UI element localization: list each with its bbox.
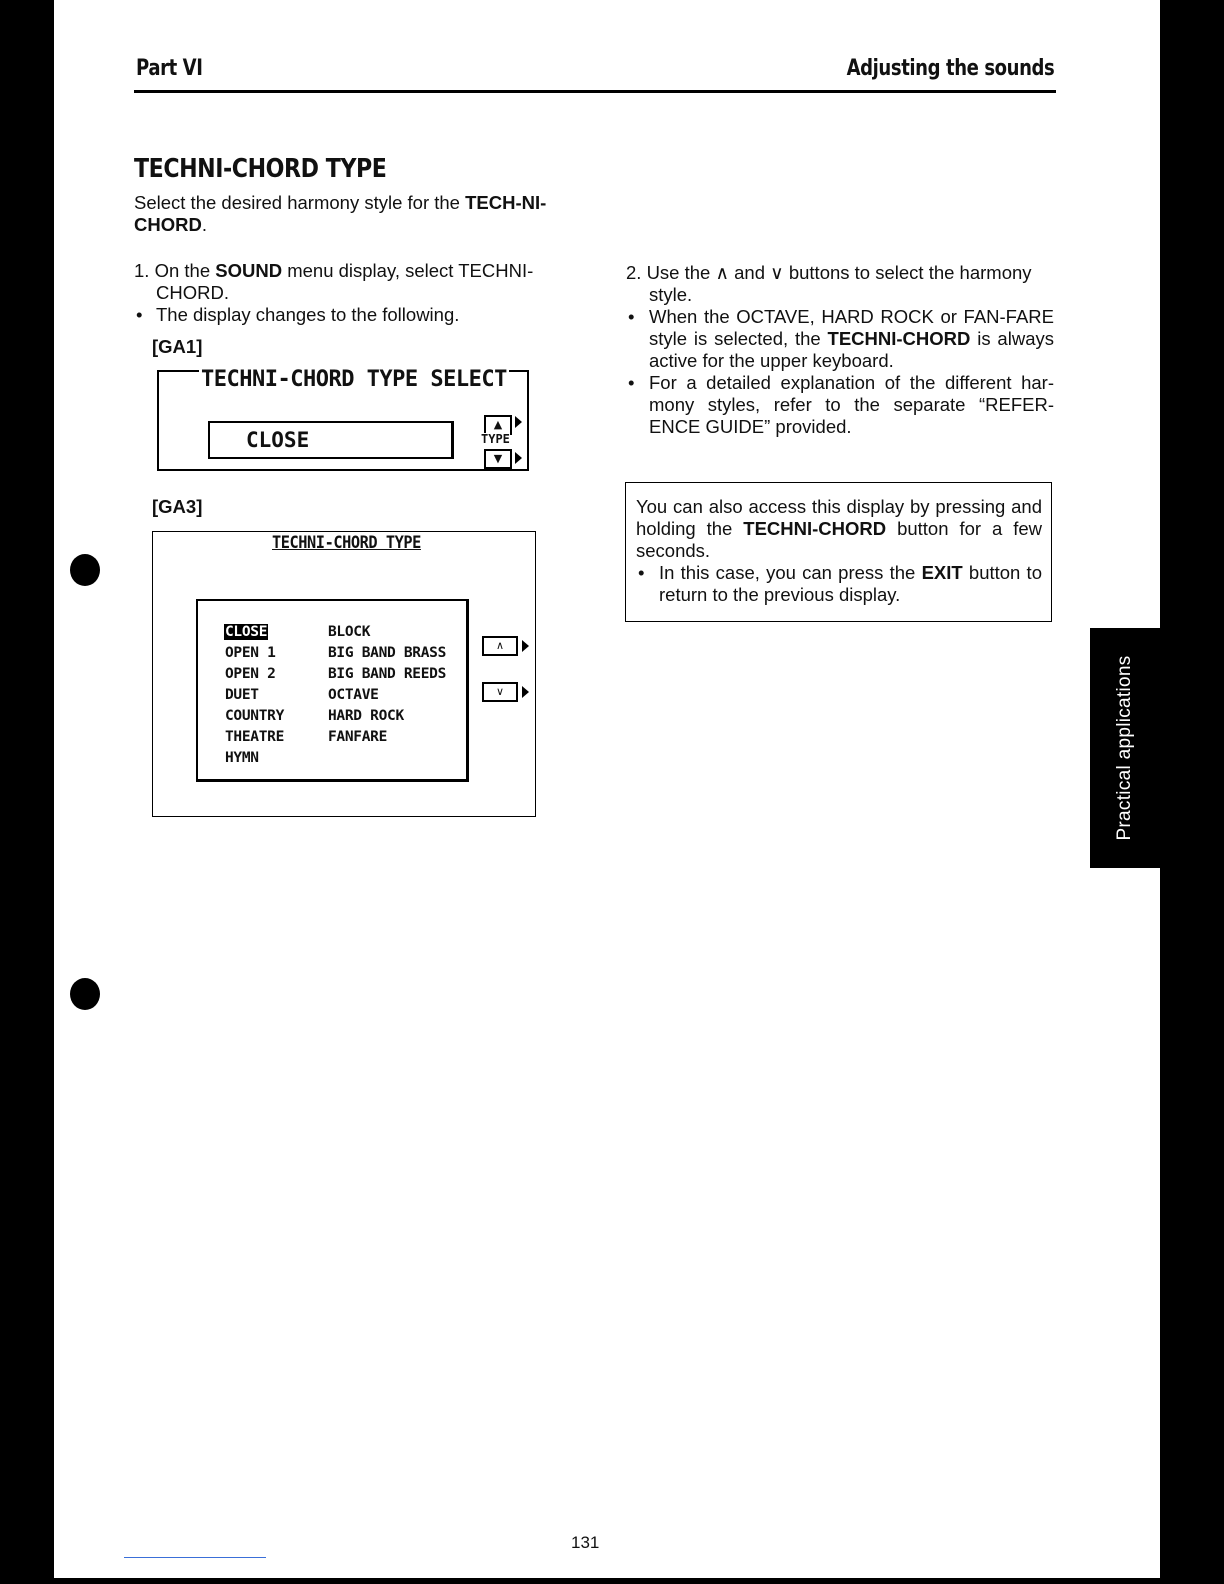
step-2 <box>626 262 1054 438</box>
section-title: TECHNI-CHORD TYPE <box>134 154 387 184</box>
ga3-option: BIG BAND BRASS <box>328 645 447 661</box>
page-number: 131 <box>571 1533 600 1552</box>
note-bold: TECHNI-CHORD <box>743 518 887 539</box>
binder-hole <box>70 554 100 586</box>
ga1-down-arrow-icon <box>515 452 522 464</box>
ga3-display-title: TECHNI-CHORD TYPE <box>272 533 421 553</box>
step-1-prefix: 1. On the <box>134 260 216 281</box>
bullet-2-text: For a detailed explanation of the different har-mony styles, refer to the separate “REFER-ENCE GUIDE” provided. <box>649 372 1054 437</box>
ga3-option: OCTAVE <box>328 687 379 703</box>
header-chapter-title: Adjusting the sounds <box>846 56 1054 81</box>
note-bullet-bold: EXIT <box>921 562 963 583</box>
bullet-1-text: When the OCTAVE, HARD ROCK or FAN-FARE style is selected, the <box>649 306 1054 349</box>
note-pre: You can also access this display by pressing and holding the <box>636 496 1042 539</box>
ga3-option: FANFARE <box>328 729 388 745</box>
ga1-label: [GA1] <box>152 336 203 357</box>
ga1-display-title: TECHNI-CHORD TYPE SELECT <box>201 367 507 392</box>
bullet-dot: • <box>638 562 645 583</box>
note-bullet <box>636 562 1042 606</box>
step-1 <box>134 260 574 326</box>
ga3-down-arrow-icon <box>522 686 529 698</box>
ga3-option: BIG BAND REEDS <box>328 666 447 682</box>
ga1-value-field <box>208 421 454 459</box>
step-2-cont: style. <box>649 284 693 305</box>
header-rule <box>134 90 1056 93</box>
ga1-down-button: ▼ <box>484 449 512 469</box>
bullet-dot: • <box>628 372 635 393</box>
ga1-value: CLOSE <box>246 428 310 452</box>
intro-text: Select the desired harmony style for the <box>134 192 466 213</box>
scan-artifact-line <box>124 1557 266 1558</box>
step-1-bullet-text: The display changes to the following. <box>156 304 460 325</box>
ga3-up-arrow-icon <box>522 640 529 652</box>
step-1-suffix: menu display, select TECHNI- <box>282 260 534 281</box>
step-2-bullet-2 <box>626 372 1054 438</box>
note-post: button for a few seconds. <box>636 518 1042 561</box>
ga3-option: DUET <box>225 687 259 703</box>
ga3-down-button: ∨ <box>482 682 518 702</box>
binder-hole <box>70 978 100 1010</box>
bullet-1-end: is always active for the upper keyboard. <box>649 328 1054 371</box>
step-1-line <box>134 260 574 282</box>
step-1-bullet <box>134 304 574 326</box>
step-1-bold: SOUND <box>215 260 283 281</box>
note-bullet-post: button to return to the previous display. <box>659 562 1042 605</box>
ga3-label: [GA3] <box>152 496 203 517</box>
ga3-option: OPEN 1 <box>225 645 276 661</box>
side-tab <box>1090 628 1160 868</box>
intro-paragraph <box>134 192 574 236</box>
ga1-up-button: ▲ <box>484 415 512 435</box>
intro-end: . <box>201 214 207 235</box>
intro-bold: TECH-NI-CHORD <box>134 192 547 235</box>
bullet-1-bold: TECHNI-CHORD <box>827 328 971 349</box>
bullet-dot: • <box>628 306 635 327</box>
step-2-line: 2. Use the ∧ and ∨ buttons to select the harmony <box>626 262 1032 283</box>
ga3-up-button: ∧ <box>482 636 518 656</box>
ga3-option: OPEN 2 <box>225 666 276 682</box>
note-paragraph <box>636 496 1042 562</box>
bullet-dot: • <box>136 304 143 325</box>
step-2-bullet-1 <box>626 306 1054 372</box>
ga3-option: THEATRE <box>225 729 285 745</box>
ga1-up-arrow-icon <box>515 416 522 428</box>
ga3-option: HARD ROCK <box>328 708 404 724</box>
ga3-option: COUNTRY <box>225 708 285 724</box>
scan-border-left <box>0 0 54 1584</box>
ga3-option: HYMN <box>225 750 259 766</box>
note-text <box>636 496 1042 606</box>
scan-border-bottom <box>0 1578 1224 1584</box>
ga3-option: BLOCK <box>328 624 371 640</box>
step-1-cont: CHORD. <box>156 282 229 303</box>
scan-border-right <box>1160 0 1224 1584</box>
ga3-option-selected: CLOSE <box>225 624 268 640</box>
side-tab-label: Practical applications <box>1114 655 1135 841</box>
note-bullet-pre: In this case, you can press the <box>659 562 922 583</box>
header-part-label: Part VI <box>136 56 203 81</box>
ga1-type-label: TYPE <box>481 432 510 446</box>
